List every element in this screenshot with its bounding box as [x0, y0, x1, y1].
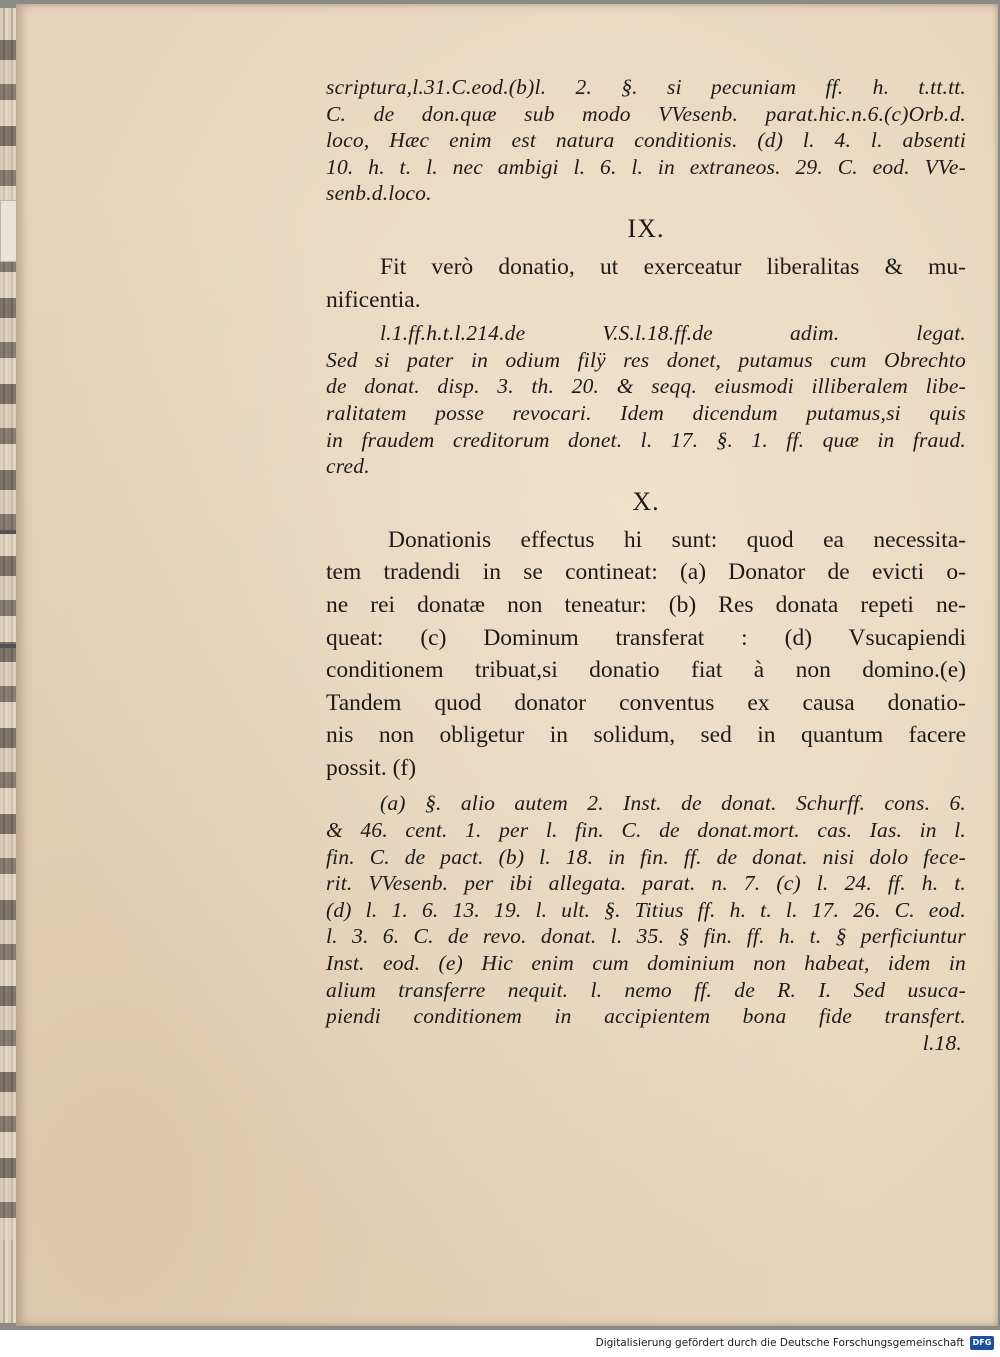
dfg-logo: DFG	[970, 1336, 994, 1350]
footnote-line: 10. h. t. l. nec ambigi l. 6. l. in extraneos. 29. C. eod. VVe-	[326, 154, 966, 179]
body-line: Donationis effectus hi sunt: quod ea necessita-	[388, 526, 966, 553]
note-line: & 46. cent. 1. per l. fin. C. de donat.mort. cas. Ias. in l.	[326, 818, 966, 843]
body-line: possit. (f)	[326, 754, 417, 781]
note-line: cred.	[326, 454, 370, 479]
section-x-body	[326, 524, 966, 785]
note-line: Inst. eod. (e) Hic enim cum dominium non habeat, idem in	[326, 951, 966, 976]
note-line: fin. C. de pact. (b) l. 18. in fin. ff. de donat. nisi dolo fece-	[326, 844, 966, 869]
section-ix-notes	[326, 320, 966, 480]
body-line: tem tradendi in se contineat: (a) Donator de evicti o-	[326, 559, 966, 586]
catchword: l.18.	[922, 1030, 962, 1055]
note-line: l. 3. 6. C. de revo. donat. l. 35. § fin. ff. h. t. § perficiuntur	[326, 924, 966, 949]
footer-bar	[0, 1330, 1000, 1357]
footnote-line: senb.d.loco.	[326, 181, 432, 206]
note-line: piendi conditionem in accipientem bona fide transfert.	[326, 1004, 966, 1029]
note-line: Sed si pater in odium filÿ res donet, putamus cum Obrechto	[326, 347, 966, 372]
note-line: ralitatem posse revocari. Idem dicendum putamus,si quis	[326, 400, 966, 425]
note-line: rit. VVesenb. per ibi allegata. parat. n. 7. (c) l. 24. ff. h. t.	[326, 871, 966, 896]
footnote-block	[326, 74, 966, 207]
body-line: nificentia.	[326, 286, 421, 313]
section-heading-ix: IX.	[627, 213, 665, 243]
footnote-line: C. de don.quæ sub modo VVesenb. parat.hic.n.6.(c)Orb.d.	[326, 101, 966, 126]
book-page	[16, 4, 998, 1326]
section-ix-body	[326, 251, 966, 316]
section-x-notes	[326, 790, 966, 1056]
body-line: conditionem tribuat,si donatio fiat à non domino.(e)	[326, 657, 966, 684]
body-line: ne rei donatæ non teneatur: (b) Res donata repeti ne-	[326, 591, 966, 618]
funding-credit: Digitalisierung gefördert durch die Deutsche Forschungsgemeinschaft	[595, 1337, 964, 1349]
note-line: (d) l. 1. 6. 13. 19. l. ult. §. Titius ff. h. t. l. 17. 26. C. eod.	[326, 897, 966, 922]
note-line: alium transferre nequit. l. nemo ff. de R. I. Sed usuca-	[326, 977, 966, 1002]
section-heading-x: X.	[632, 486, 660, 516]
note-line: in fraudem creditorum donet. l. 17. §. 1. ff. quæ in fraud.	[326, 427, 966, 452]
note-line: de donat. disp. 3. th. 20. & seqq. eiusmodi illiberalem libe-	[326, 374, 966, 399]
body-line: Fit verò donatio, ut exerceatur liberalitas & mu-	[380, 253, 966, 280]
body-line: queat: (c) Dominum transferat : (d) Vsucapiendi	[326, 624, 966, 651]
footnote-line: loco, Hæc enim est natura conditionis. (d) l. 4. l. absenti	[326, 128, 966, 153]
footnote-line: scriptura,l.31.C.eod.(b)l. 2. §. si pecuniam ff. h. t.tt.tt.	[326, 75, 966, 99]
body-line: nis non obligetur in solidum, sed in quantum facere	[326, 722, 966, 749]
body-line: Tandem quod donator conventus ex causa donatio-	[326, 689, 966, 716]
note-line: (a) §. alio autem 2. Inst. de donat. Schurff. cons. 6.	[380, 791, 966, 816]
note-line: l.1.ff.h.t.l.214.de V.S.l.18.ff.de adim. legat.	[380, 321, 966, 346]
page-text	[326, 74, 966, 1056]
